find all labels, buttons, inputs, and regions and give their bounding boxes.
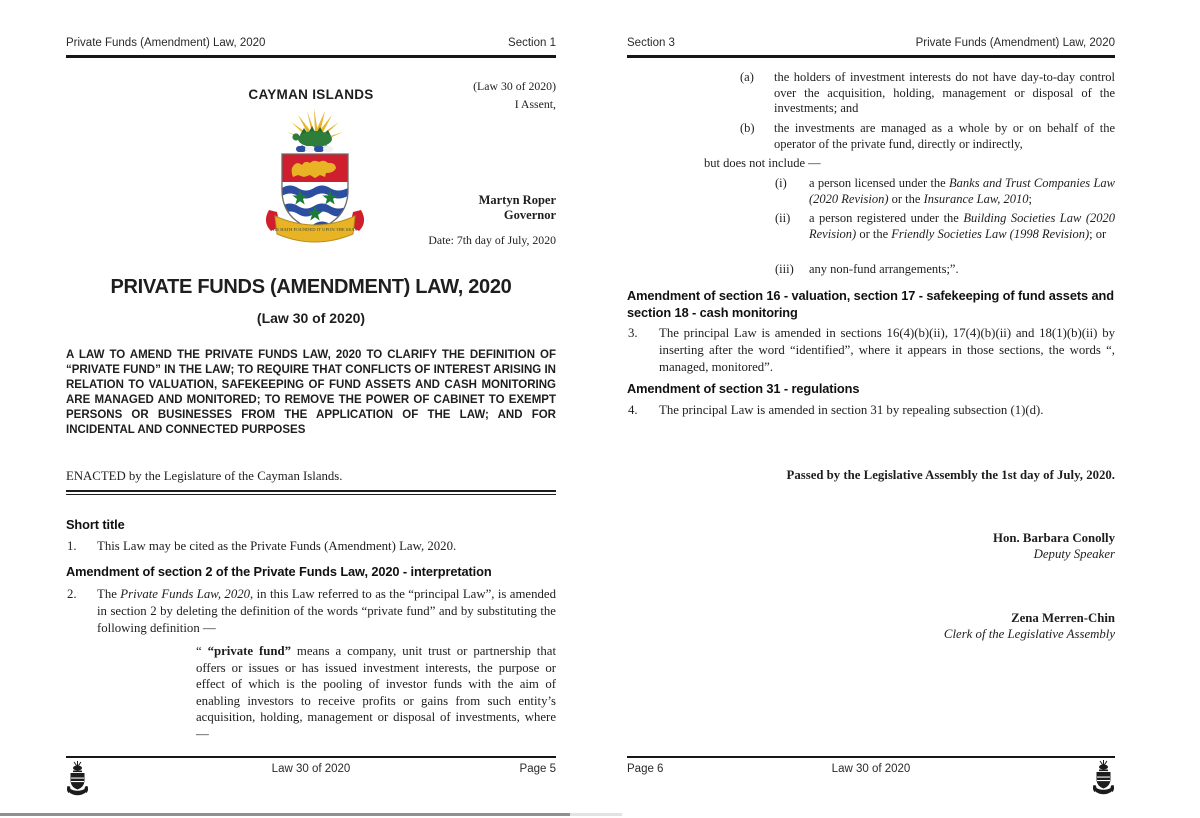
section-3-text: The principal Law is amended in sections 16(4)(b)(ii), 17(4)(b)(ii) and 18(1)(b)(ii) by inserting after the word “identified”, where it appears in those sections, the words “, managed, monitored”. [659, 326, 1115, 374]
definition-item-a [740, 70, 1115, 117]
heading-section-31-amendment: Amendment of section 31 - regulations [627, 381, 860, 396]
passed-line: Passed by the Legislative Assembly the 1st day of July, 2020. [786, 468, 1115, 482]
country-title: CAYMAN ISLANDS [248, 87, 374, 102]
section-4-number: 4. [628, 403, 638, 417]
item-i-label: (i) [775, 176, 787, 190]
exclusion-item-ii [775, 211, 1115, 242]
private-fund-definition: “ “private fund” means a company, unit trust or partnership that offers or issues or has issued investment interests, the purpose or effect of which is the pooling of investor funds with the aim of enabling investors to receive profits or gains from such entity’s acquisition, holding, management or disposal of investments, where — [196, 644, 556, 741]
signatory-2-name: Zena Merren-Chin [1011, 611, 1115, 625]
item-a-label: (a) [740, 70, 754, 84]
act-title: PRIVATE FUNDS (AMENDMENT) LAW, 2020 [110, 276, 512, 298]
mini-crest-icon [1092, 760, 1115, 796]
exclusion-lead-in: but does not include — [704, 156, 821, 170]
item-ii-text: a person registered under the Building Societies Law (2020 Revision) or the Friendly Societies Law (1998 Revision); or [809, 211, 1115, 241]
item-iii-text: any non-fund arrangements;”. [809, 262, 959, 276]
definition-item-b [740, 121, 1115, 152]
footer-rule [66, 756, 556, 758]
section-4-text: The principal Law is amended in section 31 by repealing subsection (1)(d). [659, 403, 1044, 417]
section-2-number: 2. [67, 587, 77, 601]
signatory-2-title: Clerk of the Legislative Assembly [943, 627, 1115, 641]
footer-crest-icon [1092, 760, 1115, 796]
governor-name: Martyn Roper [478, 193, 556, 207]
item-a-text: the holders of investment interests do not have day-to-day control over the acquisition, holding, management or disposal of the investments; and [774, 70, 1115, 116]
bottom-edge-bar [0, 813, 570, 816]
running-header-title: Private Funds (Amendment) Law, 2020 [915, 37, 1115, 49]
footer-law-number: Law 30 of 2020 [831, 763, 911, 775]
exclusion-item-iii [775, 262, 1115, 278]
footer-page-number: Page 5 [519, 763, 556, 775]
crest-motto-text: HE HATH FOUNDED IT UPON THE SEAS [272, 227, 358, 232]
exclusion-item-i [775, 176, 1115, 207]
item-b-label: (b) [740, 121, 755, 135]
footer-crest-icon [66, 761, 89, 797]
governor-title: Governor [503, 208, 556, 222]
long-title-paragraph: A LAW TO AMEND THE PRIVATE FUNDS LAW, 2020 TO CLARIFY THE DEFINITION OF “PRIVATE FUND” IN THE LAW; TO REQUIRE THAT CONFLICTS OF INTEREST ARISING IN RELATION TO VALUATION, SAFEKEEPING OF FUND ASSETS AND CASH MONITORING ARE MANAGED AND MONITORED; TO REMOVE THE POWER OF CABINET TO EXEMPT PERSONS OR BUSINESSES FROM THE APPLICATION OF THE LAW; AND FOR INCIDENTAL AND CONNECTED PURPOSES [66, 349, 556, 436]
section-2-paragraph [66, 586, 556, 636]
item-b-text: the investments are managed as a whole by or on behalf of the operator of the private fund, directly or indirectly, [774, 121, 1115, 151]
signatory-1-name: Hon. Barbara Conolly [993, 531, 1115, 545]
running-header-left-page [66, 37, 556, 58]
section-3-paragraph [627, 325, 1115, 375]
enacting-clause: ENACTED by the Legislature of the Cayman Islands. [66, 469, 343, 483]
footer-right-page [627, 763, 1115, 775]
bottom-edge-bar-light [570, 813, 622, 816]
act-subtitle: (Law 30 of 2020) [256, 310, 366, 326]
section-2-text: The Private Funds Law, 2020, in this Law referred to as the “principal Law”, is amended in section 2 by deleting the definition of the words “private fund” and by substituting the following definition — [97, 587, 556, 635]
assent-date-line: Date: 7th day of July, 2020 [428, 233, 556, 247]
footer-rule [627, 756, 1115, 758]
section-1-number: 1. [67, 539, 77, 553]
item-i-text: a person licensed under the Banks and Trust Companies Law (2020 Revision) or the Insurance Law, 2010; [809, 176, 1115, 206]
heading-section-2-amendment: Amendment of section 2 of the Private Funds Law, 2020 - interpretation [66, 564, 492, 579]
mini-crest-icon [66, 761, 89, 797]
heading-section-16-17-18-amendment: Amendment of section 16 - valuation, section 17 - safekeeping of fund assets and section 18 - cash monitoring [627, 288, 1114, 320]
item-iii-label: (iii) [775, 262, 794, 276]
footer-law-number: Law 30 of 2020 [271, 763, 351, 775]
enacting-divider [66, 490, 556, 495]
section-1-text: This Law may be cited as the Private Funds (Amendment) Law, 2020. [97, 539, 457, 553]
page-6 [570, 0, 1200, 818]
item-ii-label: (ii) [775, 211, 791, 225]
footer-page-number: Page 6 [627, 763, 664, 775]
running-header-section: Section 1 [508, 37, 556, 49]
law-reference-line: (Law 30 of 2020) [473, 79, 556, 93]
footer-left-page [66, 763, 556, 775]
running-header-section: Section 3 [627, 37, 675, 49]
section-3-number: 3. [628, 326, 638, 340]
page-5 [0, 0, 570, 818]
assent-line: I Assent, [514, 97, 556, 111]
section-1-paragraph [66, 538, 556, 555]
signatory-1-title: Deputy Speaker [1033, 547, 1115, 561]
section-4-paragraph [627, 402, 1115, 419]
running-header-right-page [627, 37, 1115, 58]
heading-short-title: Short title [66, 517, 125, 532]
running-header-title: Private Funds (Amendment) Law, 2020 [66, 37, 266, 49]
cayman-coat-of-arms-icon [252, 108, 378, 250]
coat-of-arms [252, 108, 378, 250]
